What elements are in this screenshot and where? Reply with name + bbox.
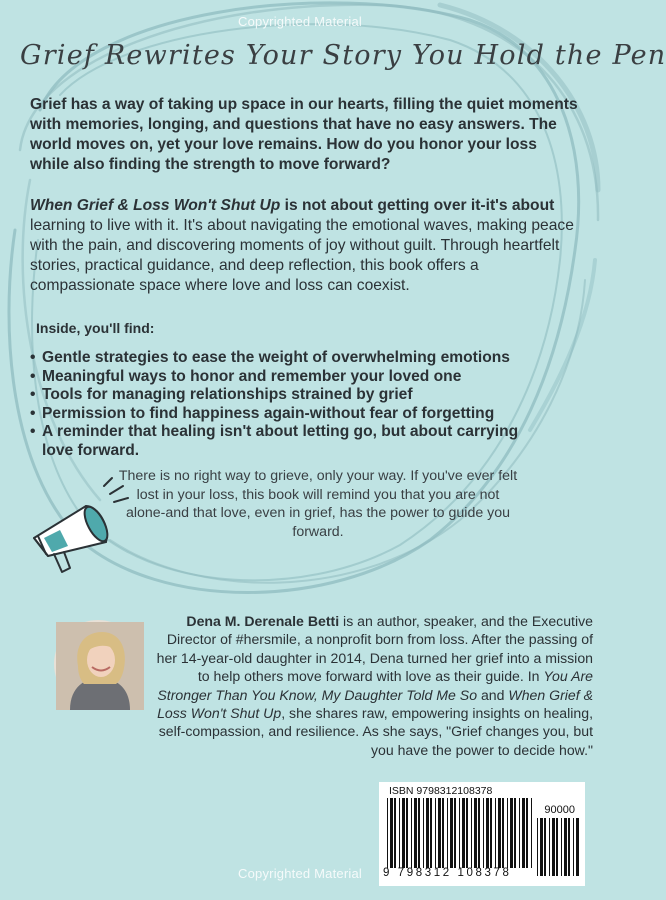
copyright-watermark-top: Copyrighted Material xyxy=(238,14,362,29)
barcode-bar xyxy=(442,798,444,868)
closing-paragraph: There is no right way to grieve, only your way. If you've ever felt lost in your loss, this book will remind you that you are not alone-and that love, even in grief, has the power to guide you forward. xyxy=(118,468,518,540)
author-name: Dena M. Derenale Betti xyxy=(186,613,340,629)
barcode-bar xyxy=(471,798,472,868)
barcode-bar xyxy=(418,798,420,868)
author-photo xyxy=(54,620,142,708)
barcode-bar xyxy=(483,798,484,868)
barcode-bar xyxy=(390,798,393,868)
barcode-bar xyxy=(462,798,465,868)
barcode-bar xyxy=(450,798,453,868)
barcode-bar xyxy=(519,798,520,868)
bio-book-title: When Grief & Loss Won't Shut Up xyxy=(157,686,593,722)
isbn-digits: 9 798312 108378 xyxy=(383,867,512,879)
barcode-bar xyxy=(394,798,396,868)
price-code: 90000 xyxy=(544,804,575,816)
barcode-bar xyxy=(414,798,417,868)
barcode-bar xyxy=(486,798,489,868)
book-title-italic: When Grief & Loss Won't Shut Up xyxy=(30,197,281,214)
about-body: learning to live with it. It's about navigating the emotional waves, making peace with the pain, and discovering moments of joy without guilt. Through heartfelt stories, practical guidance, and deep reflection, this book offers a compassionate space where love and loss can coexist. xyxy=(30,217,574,294)
barcode-bar xyxy=(435,798,436,868)
barcode-bar xyxy=(426,798,429,868)
barcode-bar xyxy=(490,798,492,868)
barcode-bar xyxy=(526,798,528,868)
barcode-bar xyxy=(466,798,468,868)
barcode-bar xyxy=(447,798,448,868)
isbn-label: ISBN 9798312108378 xyxy=(389,785,493,797)
barcode-bar xyxy=(411,798,412,868)
barcode-bar xyxy=(402,798,405,868)
about-lead xyxy=(30,197,554,214)
barcode-bar xyxy=(459,798,460,868)
copyright-watermark-bottom: Copyrighted Material xyxy=(238,866,362,881)
barcode-bar xyxy=(474,798,477,868)
about-lead-rest: is not about getting over it-it's about xyxy=(280,197,555,214)
barcode-bar xyxy=(498,798,501,868)
about-paragraph xyxy=(30,196,578,296)
intro-paragraph: Grief has a way of taking up space in our hearts, filling the quiet moments with memories, longing, and questions that have no easy answers. The world moves on, yet your love remains. How do you honor your loss while also finding the strength to move forward? xyxy=(30,96,578,173)
author-bio xyxy=(148,612,593,759)
barcode-bar xyxy=(510,798,513,868)
barcode-bar xyxy=(478,798,480,868)
bio-text: and xyxy=(477,686,509,703)
barcode-bar xyxy=(502,798,504,868)
barcode-bar xyxy=(430,798,432,868)
inside-heading: Inside, you'll find: xyxy=(36,320,155,336)
barcode-bar xyxy=(454,798,456,868)
barcode-bar xyxy=(399,798,400,868)
barcode-bar xyxy=(514,798,516,868)
inside-list xyxy=(30,349,550,460)
bio-book-title: You Are Stronger Than You Know, My Daughter Told Me So xyxy=(157,668,593,703)
barcode-bars xyxy=(385,798,535,868)
barcode-bar xyxy=(507,798,508,868)
barcode-bar xyxy=(406,798,408,868)
bio-text: is an author, speaker, and the Executive Director of #hersmile, a nonprofit born from loss. After the passing of her 14-year-old daughter in 2014, Dena turned her grief into a mission to help others move forward with love as their guide. In xyxy=(156,613,593,685)
bio-text: , she shares raw, empowering insights on healing, self-compassion, and resilience. As she says, "Grief changes you, but you have the power to decide how." xyxy=(158,705,593,758)
cover-headline: Grief Rewrites Your Story You Hold the Pen xyxy=(20,40,666,71)
barcode-bar xyxy=(423,798,424,868)
list-item: • Permission to find happiness again-without fear of forgetting xyxy=(30,405,550,424)
barcode-bar xyxy=(531,798,532,868)
barcode-bar xyxy=(522,798,525,868)
barcode-bar xyxy=(438,798,441,868)
author-portrait-icon xyxy=(56,622,144,710)
list-item: • A reminder that healing isn't about letting go, but about carrying love forward. xyxy=(30,423,550,460)
barcode-bar xyxy=(495,798,496,868)
list-item: • Tools for managing relationships strained by grief xyxy=(30,386,550,405)
barcode-bar xyxy=(387,798,388,868)
list-item: • Gentle strategies to ease the weight of overwhelming emotions xyxy=(30,349,550,368)
list-item: • Meaningful ways to honor and remember your loved one xyxy=(30,368,550,387)
